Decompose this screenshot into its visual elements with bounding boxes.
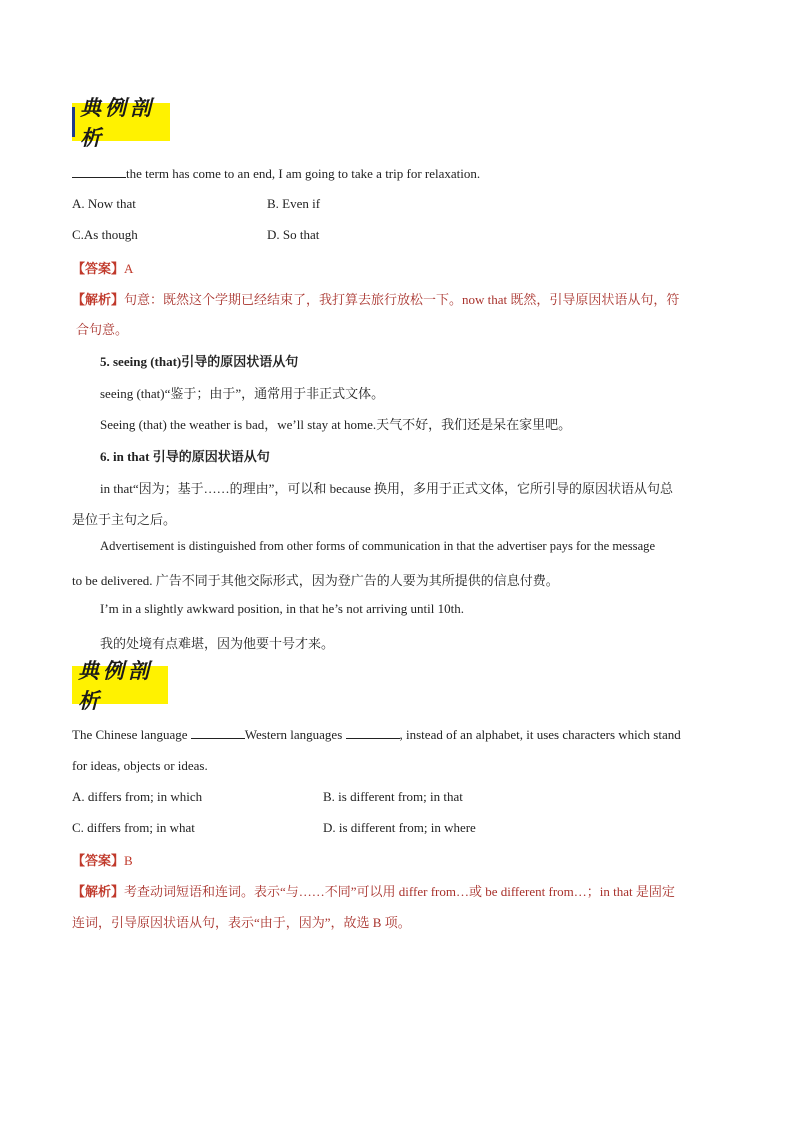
option-c: C.As though: [72, 227, 138, 242]
option-c: C. differs from; in what: [72, 820, 195, 835]
section-6-heading: 6. in that 引导的原因状语从句: [100, 449, 270, 464]
answer-blank: [191, 726, 245, 739]
section-6-line-1: in that“因为；基于……的理由”，可以和 because 换用，多用于正式文体，它所引导的原因状语从句总: [100, 481, 674, 496]
question-2-line-2: for ideas, objects or ideas.: [72, 758, 208, 773]
section-6-line-4: to be delivered. 广告不同于其他交际形式，因为登广告的人要为其所提供的信息付费。: [72, 573, 559, 588]
banner-title: 典例剖析: [80, 95, 155, 150]
example-banner-1: [72, 95, 170, 150]
analysis-text: 考查动词短语和连词。表示“与……不同”可以用 differ from…或 be different from…；in that 是固定: [124, 884, 675, 899]
answer-1: [72, 258, 133, 277]
option-d: D. So that: [267, 227, 320, 242]
question-2-part-3: , instead of an alphabet, it uses characters which stand: [399, 727, 681, 742]
answer-value: A: [124, 261, 134, 276]
question-1-text: the term has come to an end, I am going to take a trip for relaxation.: [126, 166, 481, 181]
question-2-part-2: Western languages: [244, 727, 343, 742]
section-5-line-1: seeing (that)“鉴于；由于”，通常用于非正式文体。: [100, 386, 385, 401]
answer-2: [72, 850, 133, 869]
answer-blank: [346, 726, 400, 739]
analysis-2-line-1: [72, 881, 675, 900]
section-6-line-3: Advertisement is distinguished from other forms of communication in that the advertiser pays for the message: [100, 539, 656, 553]
option-b: B. is different from; in that: [323, 789, 463, 804]
question-2-part-1: The Chinese language: [72, 727, 188, 742]
analysis-text: 句意：既然这个学期已经结束了，我打算去旅行放松一下。now that 既然，引导原因状语从句，符: [124, 292, 680, 307]
answer-blank: [72, 165, 126, 178]
section-5-heading: 5. seeing (that)引导的原因状语从句: [100, 354, 299, 369]
analysis-tag: 【解析】: [72, 884, 125, 899]
banner-title: 典例剖析: [78, 658, 153, 713]
analysis-tag: 【解析】: [72, 292, 125, 307]
answer-tag: 【答案】: [72, 853, 125, 868]
question-1: [72, 165, 480, 182]
analysis-2-line-2: 连词，引导原因状语从句，表示“由于，因为”，故选 B 项。: [72, 915, 411, 930]
answer-tag: 【答案】: [72, 261, 125, 276]
section-6-line-6: 我的处境有点难堪，因为他要十号才来。: [100, 636, 335, 651]
analysis-1-line-2: 合句意。: [76, 322, 129, 337]
section-6-line-2: 是位于主句之后。: [72, 512, 177, 527]
analysis-1-line-1: [72, 289, 679, 308]
example-banner-2: [72, 658, 168, 713]
section-5-line-2: Seeing (that) the weather is bad，we’ll stay at home.天气不好，我们还是呆在家里吧。: [100, 417, 572, 432]
option-d: D. is different from; in where: [323, 820, 476, 835]
option-a: A. differs from; in which: [72, 789, 203, 804]
section-6-line-5: I’m in a slightly awkward position, in that he’s not arriving until 10th.: [100, 601, 464, 616]
option-b: B. Even if: [267, 196, 321, 211]
question-2: [72, 726, 681, 743]
answer-value: B: [124, 853, 133, 868]
banner-accent-bar: [72, 107, 75, 137]
option-a: A. Now that: [72, 196, 136, 211]
